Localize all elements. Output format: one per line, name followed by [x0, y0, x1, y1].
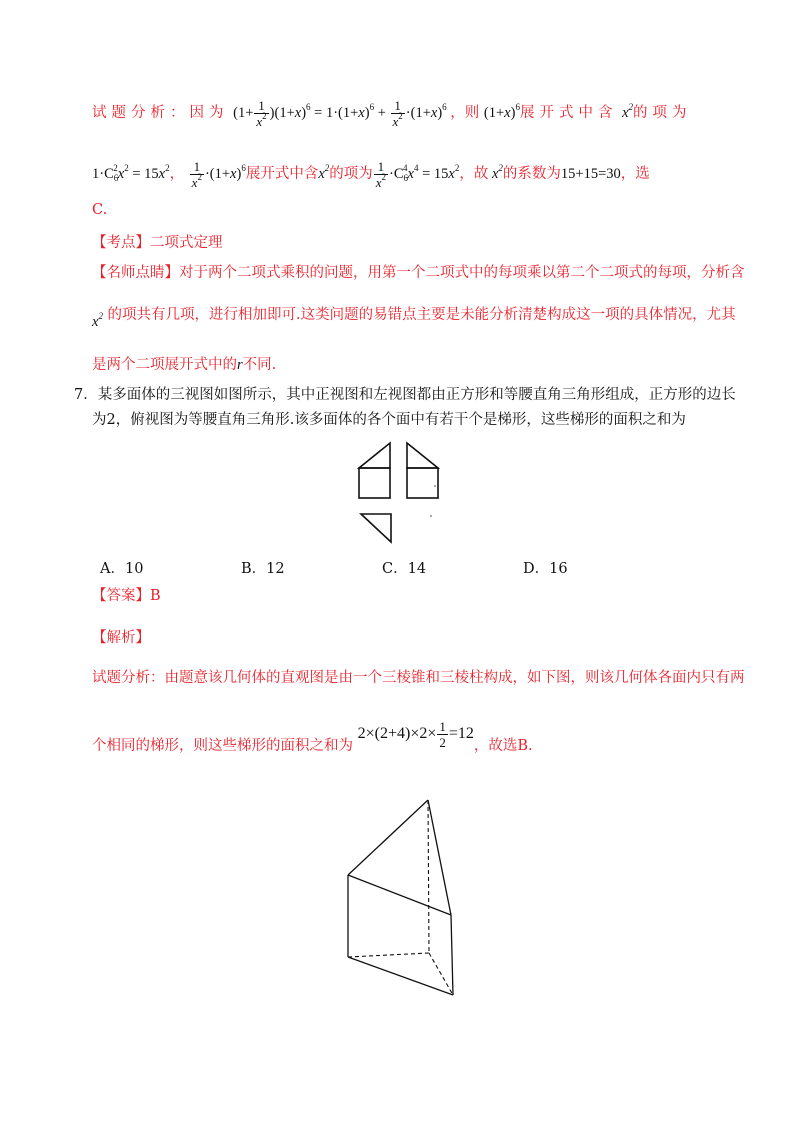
analysis-line-2: $1\cdot C_6^2x^2 = 15x^2$， $\frac{1}{x^2}$ $\cdot(1+x)^6$展开式中含$x^2$的项为 $\frac{1}{x^2}$ $\cdot C_6^4x^4 = 15x^2$，故 $x^2$的系数为15+15=30，选 [92, 159, 650, 190]
option-d[interactable]: D．16 [523, 561, 568, 577]
analysis-tail: ，则 [450, 104, 480, 121]
analysis2-line-1: 试题分析：由题意该几何体的直观图是由一个三棱锥和三棱柱构成，如下图，则该几何体各面内只有两 [92, 670, 745, 686]
jiexi-label: 【解析】 [92, 630, 150, 646]
kaodian: 【考点】二项式定理 [92, 235, 223, 251]
side-view-square [407, 468, 438, 498]
solid-figure [340, 795, 470, 1000]
analysis-equation-1: (1+ $\frac{1}{x^2}$ )$(1+x)^6 = 1\cdot(1+x)^6$ + $\frac{1}{x^2}$ $\cdot(1+x)^6$ [233, 98, 447, 129]
front-view-triangle [359, 443, 390, 468]
x-squared: $x^2$ [622, 101, 633, 121]
option-a[interactable]: A．10 [100, 561, 144, 577]
option-c[interactable]: C．14 [382, 561, 427, 577]
expr-1px6: $(1+x)^6$ [483, 101, 520, 121]
three-view-figure [355, 438, 445, 548]
term-frac-expr: $\frac{1}{x^2}$ $\cdot(1+x)^6$ [191, 159, 246, 190]
term-c62: $1\cdot C_6^2x^2 = 15x^2$ [92, 162, 170, 183]
analysis2-line-2: 个相同的梯形，则这些梯形的面积之和为 2×(2+4)×2× $\frac{1}{2}$ =12，故选B. [92, 719, 533, 755]
analysis-answer: C. [92, 202, 108, 218]
mingshi-line-2: $x^2$ 的项共有几项，进行相加即可.这类问题的易错点主要是未能分析清楚构成这一项的具体情况，尤其 [92, 307, 736, 330]
analysis-line-1: 试题分析：因为 (1+ $\frac{1}{x^2}$ )$(1+x)^6 = 1\cdot(1+x)^6$ + $\frac{1}{x^2}$ $\cdot(1+x)^6$ ，则 $(1+x)^6$展开式中含 $x^2$的项为 [92, 98, 692, 129]
question-7-line-1: 7．某多面体的三视图如图所示，其中正视图和左视图都由正方形和等腰直角三角形组成，正方形的边长 [74, 387, 736, 403]
top-view-triangle [361, 514, 391, 542]
side-view-triangle [407, 443, 438, 468]
option-b[interactable]: B．12 [241, 561, 285, 577]
mingshi-line-3: 是两个二项展开式中的r不同. [92, 357, 277, 373]
term-c64: $\frac{1}{x^2}$ $\cdot C_6^4x^4 = 15x^2$ [375, 159, 460, 190]
analysis-lead: 试题分析：因为 [92, 104, 229, 121]
mingshi-line-1: 【名师点睛】对于两个二项式乘积的问题，用第一个二项式中的每项乘以第二个二项式的每项，分析含 [92, 265, 745, 281]
area-equation: 2×(2+4)×2× $\frac{1}{2}$ =12 [357, 719, 474, 750]
question-7-line-2: 为2，俯视图为等腰直角三角形.该多面体的各个面中有若干个是梯形，这些梯形的面积之和为 [92, 412, 686, 428]
question-number: 7． [74, 387, 98, 403]
answer-label: 【答案】B [92, 588, 161, 604]
front-view-square [359, 468, 390, 498]
